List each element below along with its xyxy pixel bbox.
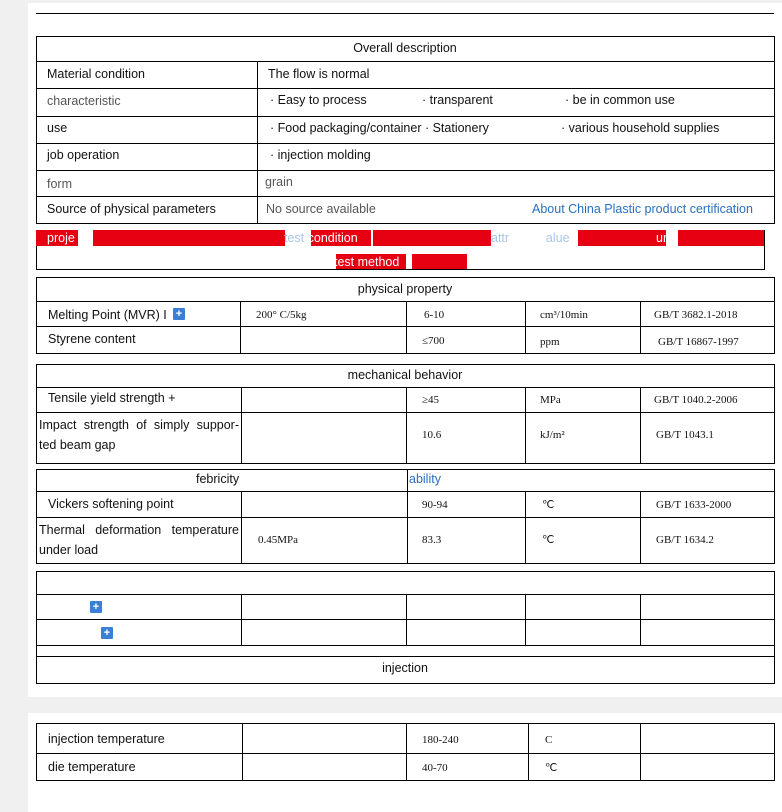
tensile-strength-unit: MPa: [540, 394, 561, 406]
document-page-1: [28, 3, 782, 697]
styrene-content-method: GB/T 16867-1997: [658, 336, 739, 348]
vickers-softening-method: GB/T 1633-2000: [656, 499, 732, 511]
melting-point-name: Melting Point (MVR) I: [48, 308, 167, 322]
characteristic-item: · be in common use: [565, 93, 675, 107]
thermal-title-left: febricity: [196, 472, 240, 486]
die-temperature-value: 40-70: [422, 762, 448, 774]
document-page-2: [28, 713, 782, 812]
impact-strength-value: 10.6: [422, 429, 442, 441]
impact-strength-unit: kJ/m²: [540, 429, 565, 441]
add-row-plus-icon[interactable]: +: [90, 601, 102, 613]
injection-title: injection: [382, 661, 428, 675]
characteristic-label: characteristic: [47, 94, 121, 108]
form-value: grain: [265, 175, 293, 189]
job-operation-value: · injection molding: [270, 148, 371, 162]
die-temperature-name: die temperature: [48, 760, 136, 774]
impact-strength-name: Impact strength of simply suppor-ted beam gap: [39, 418, 239, 452]
use-item: · Food packaging/container · Stationery: [270, 121, 489, 135]
header-attribute-value: attribute value: [491, 231, 570, 245]
thermal-deformation-value: 83.3: [422, 534, 442, 546]
header-test-method: test method: [334, 255, 400, 269]
vickers-softening-unit: ℃: [542, 499, 555, 511]
mechanical-behavior-title: mechanical behavior: [347, 368, 463, 382]
header-project: proje: [47, 231, 75, 245]
header-unit: uni: [656, 231, 673, 245]
certification-link[interactable]: About China Plastic product certification: [532, 202, 753, 216]
melting-point-condition: 200° C/5kg: [256, 309, 307, 321]
header-test-condition: test condition: [284, 231, 358, 245]
expand-plus-icon[interactable]: +: [173, 308, 185, 320]
vickers-softening-name: Vickers softening point: [48, 497, 174, 511]
injection-temperature-name: injection temperature: [48, 732, 165, 746]
use-item: · various household supplies: [561, 121, 720, 135]
thermal-title-right: ability: [409, 472, 441, 486]
vickers-softening-value: 90-94: [422, 499, 448, 511]
thermal-deformation-condition: 0.45MPa: [258, 534, 299, 546]
form-label: form: [47, 177, 72, 191]
characteristic-item: · Easy to process: [270, 93, 367, 107]
use-label: use: [47, 121, 68, 135]
die-temperature-unit: ℃: [545, 762, 558, 774]
source-label: Source of physical parameters: [47, 202, 216, 216]
overall-description-title: Overall description: [353, 41, 457, 55]
styrene-content-unit: ppm: [540, 336, 560, 348]
melting-point-unit: cm³/10min: [540, 309, 588, 321]
tensile-strength-value: ≥45: [422, 394, 440, 406]
characteristic-item: · transparent: [422, 93, 493, 107]
thermal-deformation-name: Thermal deformation temperature under load: [39, 523, 239, 557]
injection-temperature-unit: C: [545, 734, 553, 746]
job-operation-label: job operation: [47, 148, 120, 162]
add-row-plus-icon[interactable]: +: [101, 627, 113, 639]
source-value: No source available: [266, 202, 376, 216]
impact-strength-method: GB/T 1043.1: [656, 429, 714, 441]
injection-temperature-value: 180-240: [422, 734, 459, 746]
material-condition-value: The flow is normal: [268, 67, 370, 81]
thermal-deformation-method: GB/T 1634.2: [656, 534, 714, 546]
melting-point-method: GB/T 3682.1-2018: [654, 309, 738, 321]
tensile-strength-name: Tensile yield strength +: [48, 391, 176, 405]
styrene-content-value: ≤700: [422, 335, 445, 347]
physical-property-title: physical property: [357, 282, 453, 296]
material-condition-label: Material condition: [47, 67, 145, 81]
tensile-strength-method: GB/T 1040.2-2006: [654, 394, 738, 406]
thermal-deformation-unit: ℃: [542, 534, 555, 546]
melting-point-value: 6-10: [424, 309, 445, 321]
styrene-content-name: Styrene content: [48, 332, 136, 346]
